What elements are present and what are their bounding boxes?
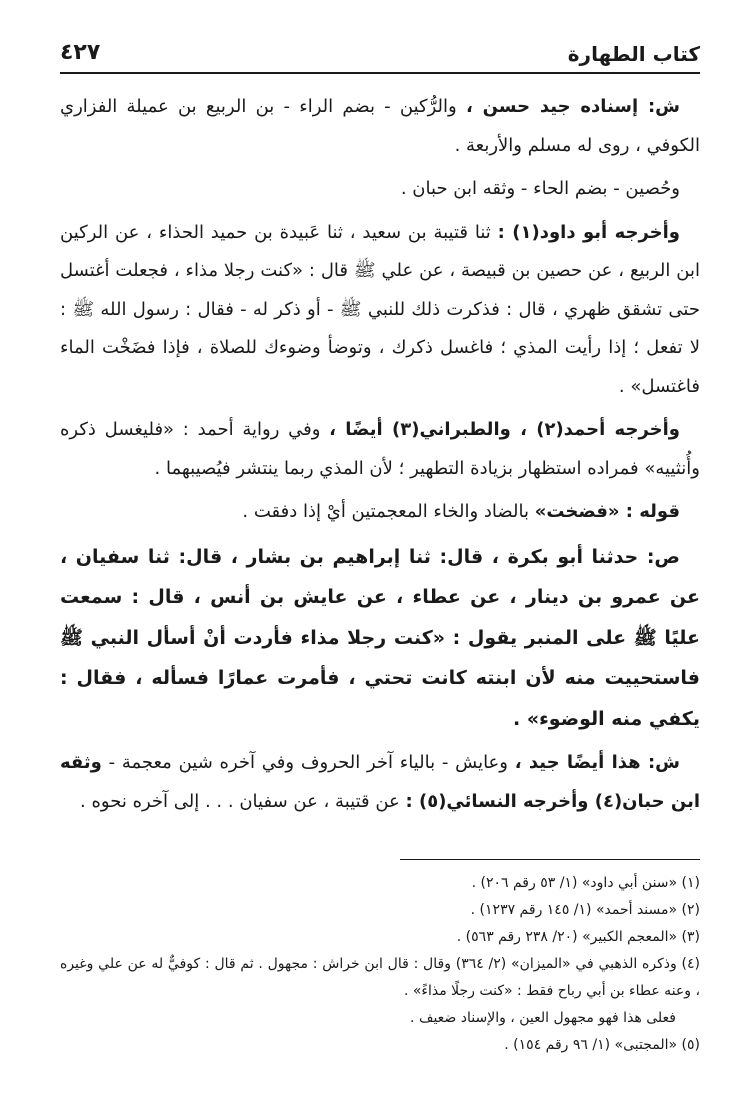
book-page (60, 40, 700, 1082)
page-number: ٤٢٧ (60, 40, 101, 65)
commentary-paragraph: قوله : «فضخت» بالضاد والخاء المعجمتين أيْ إذا دفقت . (242, 501, 680, 522)
commentary-paragraph: وأخرجه أبو داود(١) : ثنا قتيبة بن سعيد ، ثنا عَبيدة بن حميد الحذاء ، عن الركين ابن الربيع ، عن حصين بن قبيصة ، عن علي ﷺ قال : «كنت رجلا مذاء ، فجعلت أغتسل حتى تشقق ظهري ، قال : فذكرت ذلك للنبي ﷺ - أو ذكر له - فقال : رسول الله ﷺ : لا تفعل ؛ إذا رأيت المذي ؛ فاغسل ذكرك ، وتوضأ وضوءك للصلاة ، فإذا فضَخْت الماء فاغتسل» . (60, 221, 700, 397)
footnote: (١) «سنن أبي داود» (١/ ٥٣ رقم ٢٠٦) . (471, 875, 700, 891)
commentary-paragraph: وأخرجه أحمد(٢) ، والطبراني(٣) أيضًا ، وفي رواية أحمد : «فليغسل ذكره وأُنثييه» فمراده استظهار بزيادة التطهير ؛ لأن المذي ربما ينتشر فيُصيبهما . (60, 419, 700, 479)
footnotes (60, 870, 700, 1059)
commentary-paragraph: وحُصين - بضم الحاء - وثقه ابن حبان . (400, 178, 680, 199)
commentary-paragraph: ش: إسناده جيد حسن ، والرُّكين - بضم الراء - بن الربيع بن عميلة الفزاري الكوفي ، روى له مسلم والأربعة . (60, 96, 700, 156)
footnote: (٢) «مسند أحمد» (١/ ١٤٥ رقم ١٢٣٧) . (470, 902, 700, 918)
page-header (60, 40, 700, 74)
footnote: (٤) وذكره الذهبي في «الميزان» (٢/ ٣٦٤) وقال : قال ابن خراش : مجهول . ثم قال : كوفيٌّ له عن علي وغيره ، وعنه عطاء بن أبي رباح فقط : «كنت رجلًا مذاءً» . (60, 956, 700, 999)
header-rule (60, 72, 700, 74)
footnote-continuation: فعلى هذا فهو مجهول العين ، والإسناد ضعيف . (410, 1010, 676, 1026)
commentary-paragraph: ش: هذا أيضًا جيد ، وعايش - بالياء آخر الحروف وفي آخره شين معجمة - وثقه ابن حبان(٤) وأخرجه النسائي(٥) : عن قتيبة ، عن سفيان . . . إلى آخره نحوه . (60, 752, 700, 812)
hadith-text: ص: حدثنا أبو بكرة ، قال: ثنا إبراهيم بن بشار ، قال: ثنا سفيان ، عن عمرو بن دينار ، عن عطاء ، عن عايش بن أنس ، قال : سمعت عليًا ﷺ على المنبر يقول : «كنت رجلا مذاء فأردت أنْ أسأل النبي ﷺ فاستحييت منه لأن ابنته كانت تحتي ، فأمرت عمارًا فسأله ، فقال : يكفي منه الوضوء» . (60, 545, 700, 730)
chapter-title: كتاب الطهارة (567, 42, 700, 66)
footnote: (٣) «المعجم الكبير» (٢٠/ ٢٣٨ رقم ٥٦٣) . (456, 929, 700, 945)
footnote-separator (400, 859, 700, 860)
main-text (60, 88, 700, 826)
footnote: (٥) «المجتبى» (١/ ٩٦ رقم ١٥٤) . (504, 1037, 700, 1053)
